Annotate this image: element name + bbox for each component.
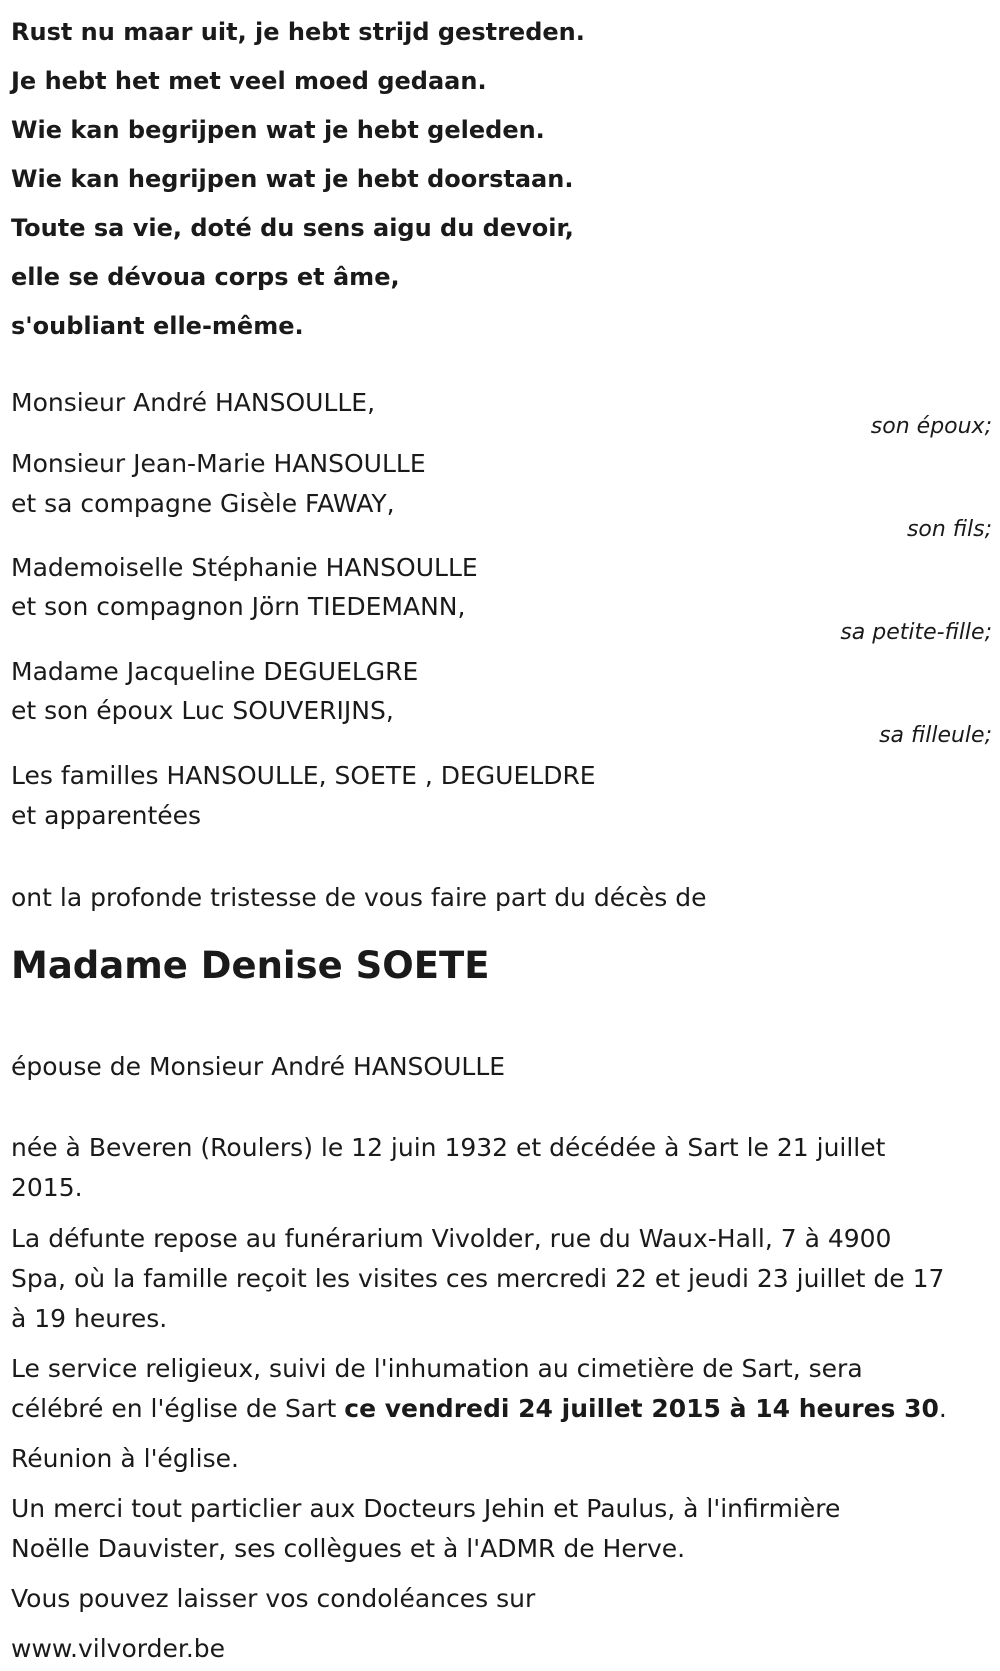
deceased-name: Madame Denise SOETE <box>11 944 490 987</box>
reunion-info: Réunion à l'église. <box>11 1444 239 1473</box>
condolences-text: Vous pouvez laisser vos condoléances sur <box>11 1584 536 1613</box>
family-member-name: Mademoiselle Stéphanie HANSOULLE <box>11 553 478 582</box>
poem-line: Wie kan begrijpen wat je hebt geleden. <box>11 116 545 144</box>
thanks-text: Noëlle Dauvister, ses collègues et à l'ADMR de Herve. <box>11 1534 686 1563</box>
family-group: Les familles HANSOULLE, SOETE , DEGUELDRE <box>11 761 596 790</box>
repose-info: à 19 heures. <box>11 1304 168 1333</box>
poem-line: elle se dévoua corps et âme, <box>11 263 400 291</box>
service-datetime: ce vendredi 24 juillet 2015 à 14 heures 30 <box>344 1394 939 1423</box>
birth-death-line: 2015. <box>11 1173 83 1202</box>
family-member-companion: et son époux Luc SOUVERIJNS, <box>11 696 394 725</box>
poem-line: s'oubliant elle-même. <box>11 312 304 340</box>
service-location: célébré en l'église de Sart <box>11 1394 345 1423</box>
family-member-companion: et sa compagne Gisèle FAWAY, <box>11 489 395 518</box>
poem-line: Je hebt het met veel moed gedaan. <box>11 67 487 95</box>
thanks-text: Un merci tout particlier aux Docteurs Jehin et Paulus, à l'infirmière <box>11 1494 841 1523</box>
service-period: . <box>938 1394 947 1423</box>
poem-line: Toute sa vie, doté du sens aigu du devoir, <box>11 214 574 242</box>
birth-death-line: née à Beveren (Roulers) le 12 juin 1932 et décédée à Sart le 21 juillet <box>11 1133 886 1162</box>
family-member-name: Madame Jacqueline DEGUELGRE <box>11 657 419 686</box>
repose-info: La défunte repose au funérarium Vivolder, rue du Waux-Hall, 7 à 4900 <box>11 1224 892 1253</box>
repose-info: Spa, où la famille reçoit les visites ces mercredi 22 et jeudi 23 juillet de 17 <box>11 1264 945 1293</box>
family-member-name: Monsieur Jean-Marie HANSOULLE <box>11 449 426 478</box>
service-info <box>11 1394 947 1423</box>
family-relation: sa filleule; <box>879 723 992 748</box>
family-member-name: Monsieur André HANSOULLE, <box>11 388 376 417</box>
poem <box>11 8 991 351</box>
family-relation: son fils; <box>906 517 992 542</box>
service-info: Le service religieux, suivi de l'inhumation au cimetière de Sart, sera <box>11 1354 863 1383</box>
family-member-companion: et son compagnon Jörn TIEDEMANN, <box>11 592 466 621</box>
family-group-continuation: et apparentées <box>11 801 202 830</box>
website-link[interactable]: www.vilvorder.be <box>11 1634 226 1663</box>
family-relation: sa petite-fille; <box>840 620 992 645</box>
family-relation: son époux; <box>870 414 992 439</box>
poem-line: Rust nu maar uit, je hebt strijd gestreden. <box>11 18 585 46</box>
announcement: ont la profonde tristesse de vous faire part du décès de <box>11 883 707 912</box>
poem-line: Wie kan hegrijpen wat je hebt doorstaan. <box>11 165 574 193</box>
spouse-line: épouse de Monsieur André HANSOULLE <box>11 1052 506 1081</box>
